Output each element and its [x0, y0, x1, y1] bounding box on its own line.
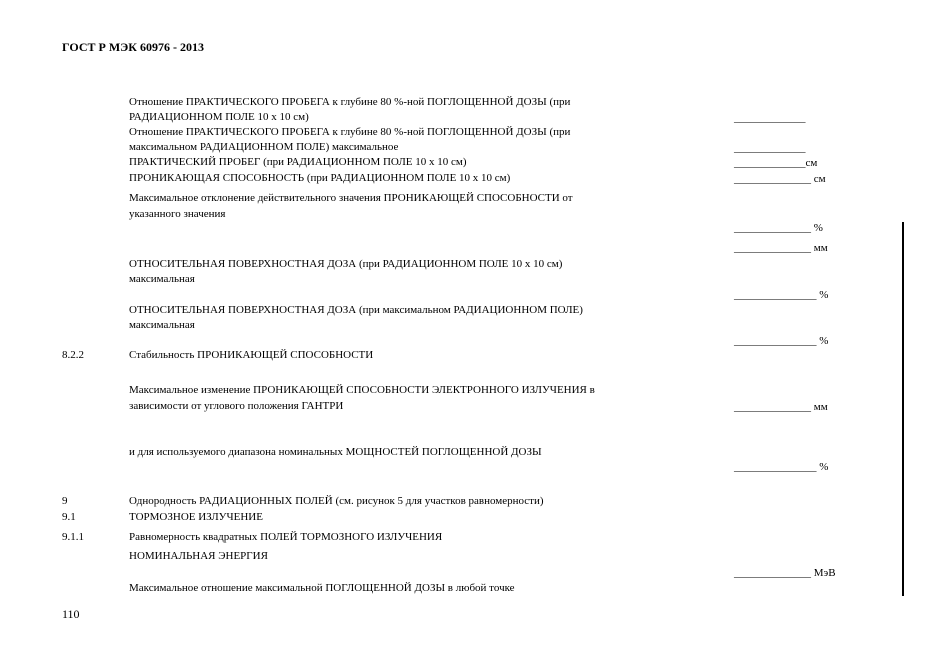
section-title: Однородность РАДИАЦИОННЫХ ПОЛЕЙ (см. рисунок 5 для участков равномерности)	[129, 495, 544, 507]
text-line: ОТНОСИТЕЛЬНАЯ ПОВЕРХНОСТНАЯ ДОЗА (при максимальном РАДИАЦИОННОМ ПОЛЕ)	[129, 304, 583, 316]
text-line: Отношение ПРАКТИЧЕСКОГО ПРОБЕГА к глубине 80 %-ной ПОГЛОЩЕННОЙ ДОЗЫ (при	[129, 96, 571, 108]
section-title: Равномерность квадратных ПОЛЕЙ ТОРМОЗНОГО ИЗЛУЧЕНИЯ	[129, 531, 443, 543]
section-title: Стабильность ПРОНИКАЮЩЕЙ СПОСОБНОСТИ	[129, 349, 374, 361]
document-header: ГОСТ Р МЭК 60976 - 2013	[62, 40, 204, 54]
fill-blank[interactable]: ______________ МэВ	[734, 567, 836, 579]
text-line: максимальном РАДИАЦИОННОМ ПОЛЕ) максимальное	[129, 141, 399, 153]
fill-blank[interactable]: _______________ %	[734, 461, 829, 473]
fill-blank[interactable]: _____________см	[734, 157, 818, 169]
text-line: ПРАКТИЧЕСКИЙ ПРОБЕГ (при РАДИАЦИОННОМ ПОЛЕ 10 х 10 см)	[129, 156, 467, 168]
text-line: максимальная	[129, 319, 195, 331]
fill-blank[interactable]: ______________ %	[734, 222, 823, 234]
text-line: НОМИНАЛЬНАЯ ЭНЕРГИЯ	[129, 550, 268, 562]
fill-blank[interactable]: ______________ мм	[734, 401, 828, 413]
section-number: 9	[62, 495, 68, 507]
text-line: и для используемого диапазона номинальных МОЩНОСТЕЙ ПОГЛОЩЕННОЙ ДОЗЫ	[129, 446, 542, 458]
text-line: Максимальное отклонение действительного значения ПРОНИКАЮЩЕЙ СПОСОБНОСТИ от	[129, 192, 573, 204]
text-line: Максимальное изменение ПРОНИКАЮЩЕЙ СПОСОБНОСТИ ЭЛЕКТРОННОГО ИЗЛУЧЕНИЯ в	[129, 384, 595, 396]
fill-blank[interactable]: ______________ см	[734, 173, 826, 185]
text-line: зависимости от углового положения ГАНТРИ	[129, 400, 344, 412]
text-line: ПРОНИКАЮЩАЯ СПОСОБНОСТЬ (при РАДИАЦИОННОМ ПОЛЕ 10 х 10 см)	[129, 172, 511, 184]
fill-blank[interactable]: _______________ %	[734, 289, 829, 301]
text-line: РАДИАЦИОННОМ ПОЛЕ 10 х 10 см)	[129, 111, 309, 123]
change-bar	[902, 222, 904, 596]
section-number: 9.1	[62, 511, 76, 523]
text-line: Отношение ПРАКТИЧЕСКОГО ПРОБЕГА к глубине 80 %-ной ПОГЛОЩЕННОЙ ДОЗЫ (при	[129, 126, 571, 138]
text-line: ОТНОСИТЕЛЬНАЯ ПОВЕРХНОСТНАЯ ДОЗА (при РАДИАЦИОННОМ ПОЛЕ 10 х 10 см)	[129, 258, 563, 270]
fill-blank[interactable]: ______________ мм	[734, 242, 828, 254]
fill-blank[interactable]: _____________	[734, 142, 806, 154]
section-title: ТОРМОЗНОЕ ИЗЛУЧЕНИЕ	[129, 511, 263, 523]
section-number: 8.2.2	[62, 349, 84, 361]
fill-blank[interactable]: _____________	[734, 112, 806, 124]
text-line: Максимальное отношение максимальной ПОГЛОЩЕННОЙ ДОЗЫ в любой точке	[129, 582, 515, 594]
page-number: 110	[62, 607, 80, 621]
section-number: 9.1.1	[62, 531, 84, 543]
fill-blank[interactable]: _______________ %	[734, 335, 829, 347]
text-line: максимальная	[129, 273, 195, 285]
text-line: указанного значения	[129, 208, 226, 220]
